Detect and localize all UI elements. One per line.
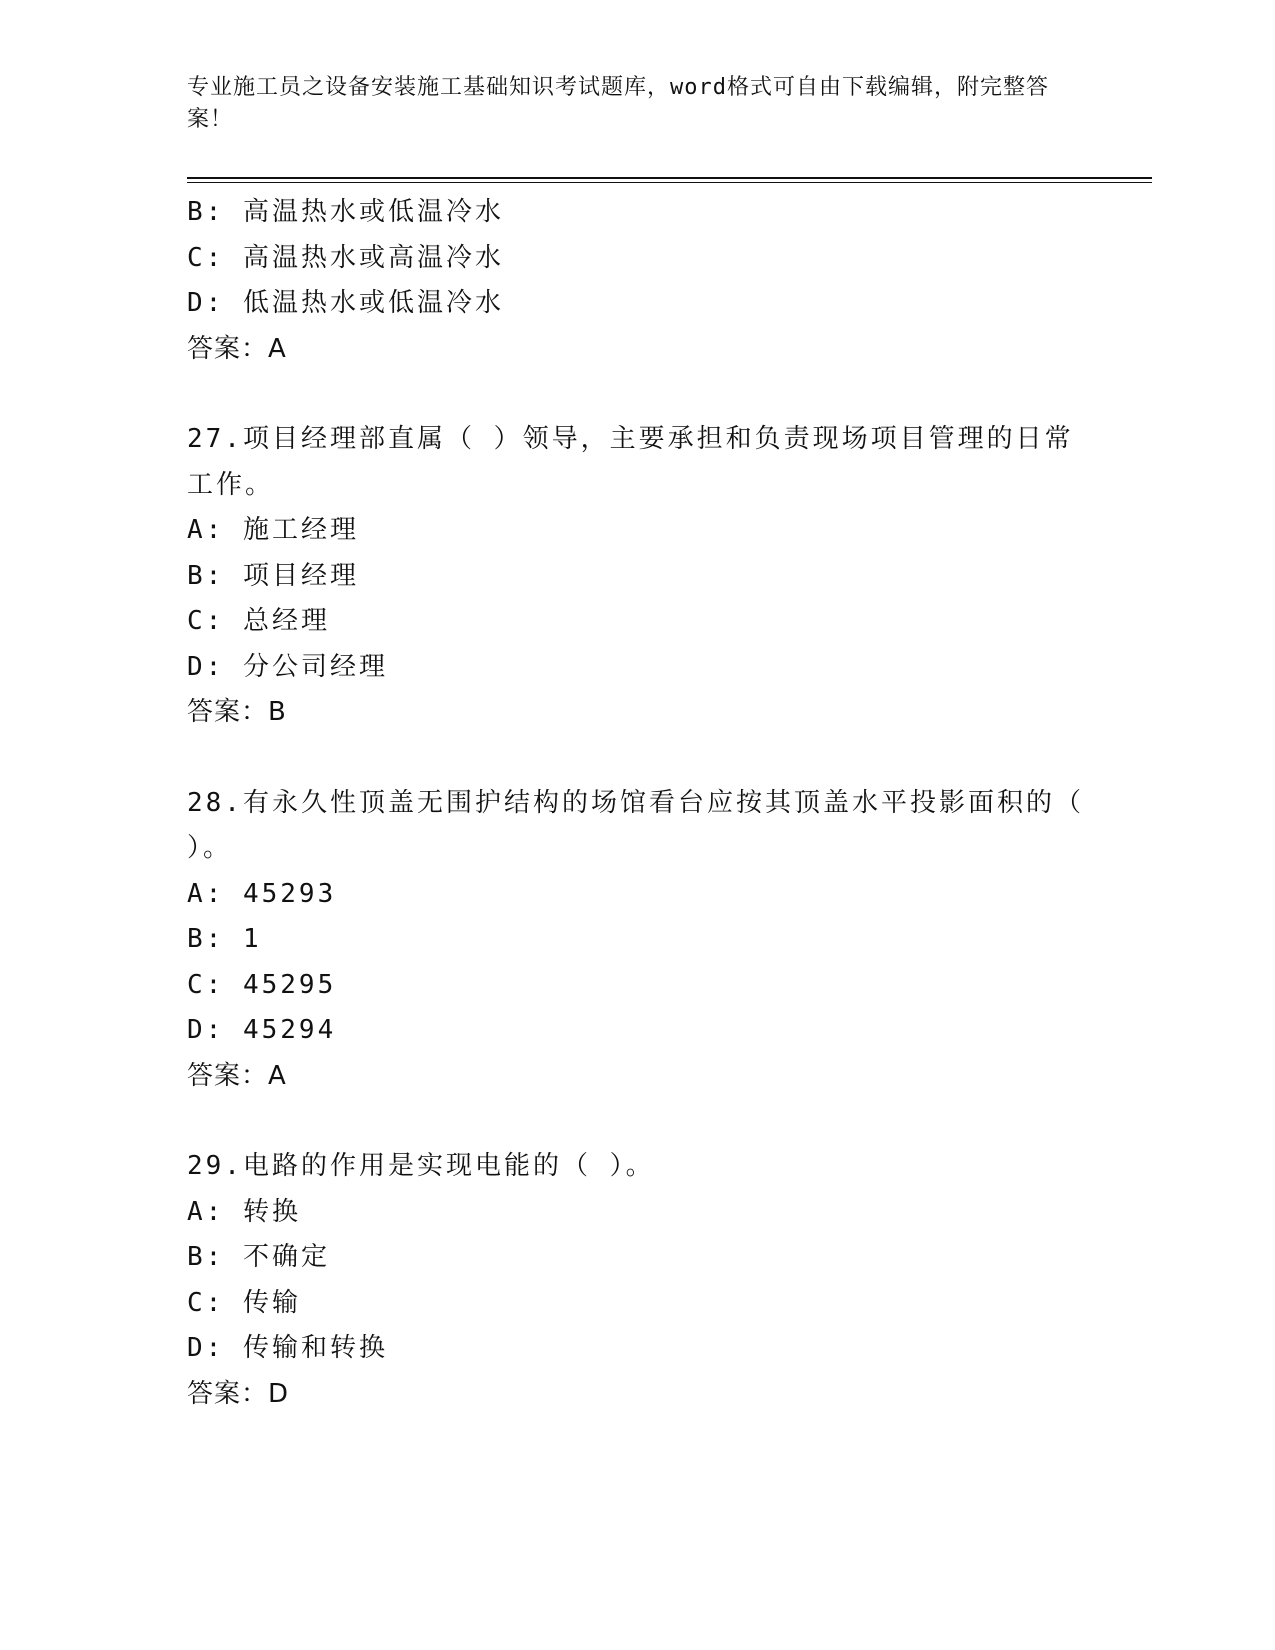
option-c: C: 传输 <box>187 1287 301 1318</box>
document-header <box>187 72 1067 136</box>
question-28 <box>187 781 1087 1100</box>
header-title: 专业施工员之设备安装施工基础知识考试题库，word格式可自由下载编辑，附完整答案！ <box>187 75 1049 132</box>
option-b: B: 1 <box>187 924 262 954</box>
option-b: B: 高温热水或低温冷水 <box>187 197 504 227</box>
option-b: B: 项目经理 <box>187 560 359 591</box>
header-divider-thick <box>187 177 1152 179</box>
question-list <box>187 190 1087 1417</box>
question-29 <box>187 1144 1087 1417</box>
question-stem: 29.电路的作用是实现电能的（ ）。 <box>187 1151 655 1181</box>
question-stem: 27.项目经理部直属（ ）领导，主要承担和负责现场项目管理的日常 <box>187 424 1074 454</box>
question-stem-continued: 工作。 <box>187 469 275 500</box>
option-c: C: 45295 <box>187 969 337 1000</box>
answer-label: 答案：D <box>187 1378 290 1409</box>
option-d: D: 分公司经理 <box>187 651 388 682</box>
option-c: C: 总经理 <box>187 606 330 636</box>
spacer <box>187 736 1087 781</box>
question-stem: 28.有永久性顶盖无围护结构的场馆看台应按其顶盖水平投影面积的（ <box>187 787 1084 818</box>
option-a: A: 施工经理 <box>187 515 359 545</box>
header-divider-thin <box>187 182 1152 183</box>
question-27 <box>187 417 1087 736</box>
answer-label: 答案：A <box>187 333 287 364</box>
option-c: C: 高温热水或高温冷水 <box>187 242 504 273</box>
option-d: D: 低温热水或低温冷水 <box>187 288 504 318</box>
spacer <box>187 372 1087 417</box>
option-d: D: 传输和转换 <box>187 1333 388 1363</box>
option-a: A: 45293 <box>187 878 337 909</box>
question-26-fragment <box>187 190 1087 372</box>
spacer <box>187 1099 1087 1144</box>
option-b: B: 不确定 <box>187 1242 330 1272</box>
option-d: D: 45294 <box>187 1015 337 1045</box>
option-a: A: 转换 <box>187 1196 301 1227</box>
answer-label: 答案：B <box>187 697 287 727</box>
answer-label: 答案：A <box>187 1060 287 1091</box>
question-stem-continued: ）。 <box>187 833 233 863</box>
